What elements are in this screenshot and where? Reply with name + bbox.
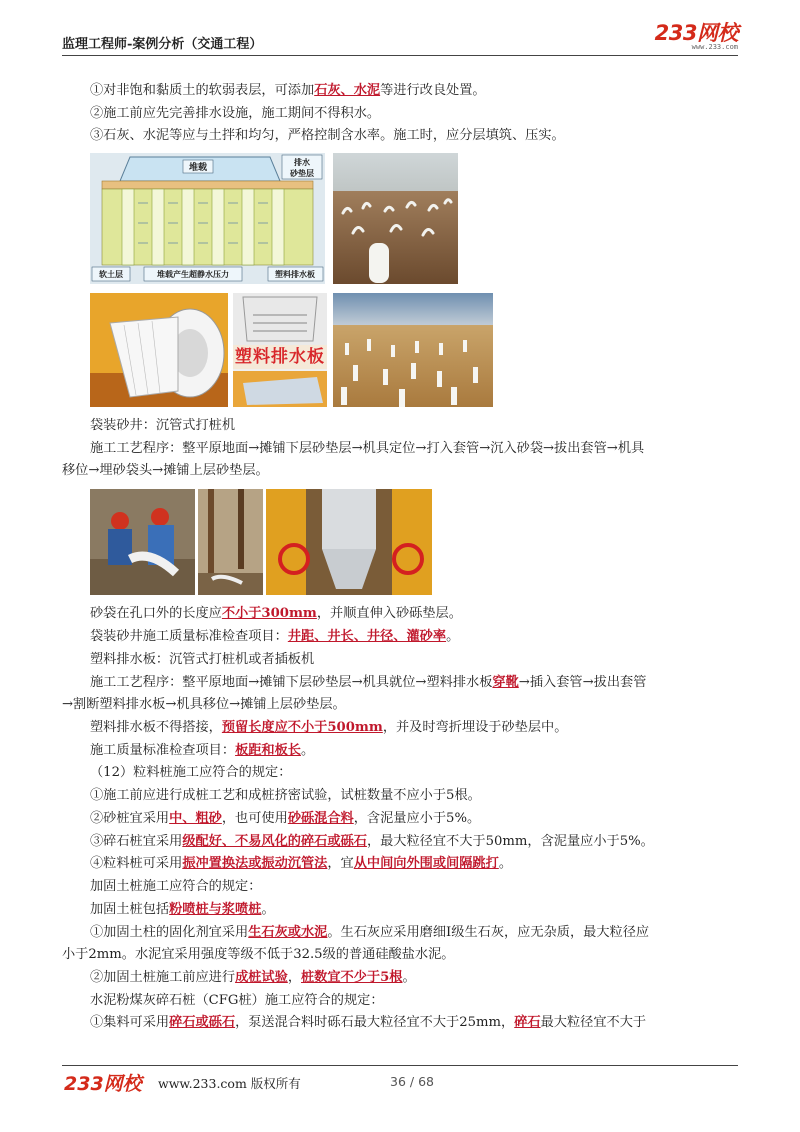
paragraph-line: 小于2mm。水泥宜采用强度等级不低于32.5级的普通硅酸盐水泥。 bbox=[62, 947, 455, 962]
paragraph-line: 移位→埋砂袋头→摊铺上层砂垫层。 bbox=[62, 463, 269, 478]
load-label: 堆载 bbox=[188, 163, 208, 173]
paragraph-line: 加固土桩施工应符合的规定： bbox=[90, 879, 262, 894]
highlight-text: 砂砾混合料 bbox=[287, 811, 354, 826]
highlight-text: 桩数宜不少于5根 bbox=[301, 970, 403, 985]
paragraph-line: 水泥粉煤灰碎石桩（CFG桩）施工应符合的规定： bbox=[90, 993, 384, 1008]
paragraph-line: 塑料排水板：沉管式打桩机或者插板机 bbox=[90, 652, 315, 667]
header-divider bbox=[62, 55, 738, 56]
paragraph-line: 施工工艺程序：整平原地面→摊铺下层砂垫层→机具定位→打入套管→沉入砂袋→拔出套管→机具 bbox=[90, 441, 645, 456]
highlight-text: 级配好、不易风化的碎石或砾石 bbox=[182, 834, 367, 849]
highlight-text: 石灰、水泥 bbox=[314, 83, 381, 98]
photo-caption: 塑料排水板 bbox=[235, 347, 325, 367]
highlight-text: 生石灰或水泥 bbox=[248, 925, 328, 940]
highlight-text: 成桩试验 bbox=[235, 970, 288, 985]
paragraph-line: ①集料可采用碎石或砾石，泵送混合料时砾石最大粒径宜不大于25mm，碎石最大粒径宜不大于 bbox=[90, 1015, 647, 1030]
paragraph-line: ②施工前应先完善排水设施，施工期间不得积水。 bbox=[90, 106, 381, 121]
highlight-text: 碎石 bbox=[514, 1015, 541, 1030]
paragraph-line: 砂袋在孔口外的长度应不小于300mm，并顺直伸入砂砾垫层。 bbox=[90, 606, 462, 621]
pressure-label: 堆载产生超静水压力 bbox=[157, 269, 229, 279]
drainage-cross-section-diagram bbox=[90, 153, 325, 284]
drain-label-1: 排水 bbox=[294, 157, 310, 167]
site-logo[interactable] bbox=[654, 22, 738, 52]
highlight-text: 井距、井长、井径、灌砂率 bbox=[287, 629, 447, 644]
highlight-text: 不小于300mm bbox=[221, 606, 317, 621]
paragraph-line: 施工工艺程序：整平原地面→摊铺下层砂垫层→机具就位→塑料排水板穿靴→插入套管→拔出套管 bbox=[90, 675, 647, 690]
site-field-photo bbox=[333, 293, 493, 407]
paragraph-line: ②加固土桩施工前应进行成桩试验，桩数宜不少于5根。 bbox=[90, 970, 416, 985]
workers-photo bbox=[90, 489, 195, 595]
casing-shoe-photo bbox=[266, 489, 432, 595]
highlight-text: 碎石或砾石 bbox=[169, 1015, 236, 1030]
paragraph-line: ③石灰、水泥等应与土拌和均匀，严格控制含水率。施工时，应分层填筑、压实。 bbox=[90, 128, 565, 143]
paragraph-line: ①施工前应进行成桩工艺和成桩挤密试验，试桩数量不应小于5根。 bbox=[90, 788, 481, 803]
highlight-text: 预留长度应不小于500mm bbox=[221, 720, 383, 735]
footer-divider bbox=[62, 1065, 738, 1066]
highlight-text: 从中间向外围或间隔跳打 bbox=[353, 856, 499, 871]
highlight-text: 板距和板长 bbox=[235, 743, 301, 758]
paragraph-line: ④粒料桩可采用振冲置换法或振动沉管法，宜从中间向外围或间隔跳打。 bbox=[90, 856, 512, 871]
logo-text: 233网校 bbox=[654, 21, 738, 45]
logo-url: www.233.com bbox=[691, 43, 738, 51]
plastic-drain-board-photo bbox=[233, 293, 327, 407]
plastic-board-label: 塑料排水板 bbox=[275, 269, 315, 279]
section-heading: （12）粒料桩施工应符合的规定： bbox=[90, 765, 292, 780]
drain-board-roll-photo bbox=[90, 293, 228, 407]
paragraph-line: 加固土桩包括粉喷桩与浆喷桩。 bbox=[90, 902, 275, 917]
paragraph-line: 施工质量标准检查项目：板距和板长。 bbox=[90, 743, 315, 758]
paragraph-line: ②砂桩宜采用中、粗砂，也可使用砂砾混合料，含泥量应小于5%。 bbox=[90, 811, 481, 826]
footer-logo[interactable]: 233网校 bbox=[64, 1073, 142, 1095]
page-number: 36 / 68 bbox=[390, 1074, 434, 1089]
paragraph-line: 袋装砂井：沉管式打桩机 bbox=[90, 418, 236, 433]
paragraph-line: ①加固土柱的固化剂宜采用生石灰或水泥。生石灰应采用磨细Ⅰ级生石灰，应无杂质，最大粒径应 bbox=[90, 925, 650, 940]
paragraph-line: →割断塑料排水板→机具移位→摊铺上层砂垫层。 bbox=[62, 697, 346, 712]
paragraph-line: 袋装砂井施工质量标准检查项目：井距、井长、井径、灌砂率。 bbox=[90, 629, 460, 644]
header-title: 监理工程师-案例分析（交通工程） bbox=[62, 37, 263, 52]
soft-soil-label: 软土层 bbox=[99, 269, 123, 279]
highlight-text: 振冲置换法或振动沉管法 bbox=[182, 856, 328, 871]
paragraph-line: ③碎石桩宜采用级配好、不易风化的碎石或砾石，最大粒径宜不大于50mm，含泥量应小于5%。 bbox=[90, 834, 654, 849]
highlight-text: 穿靴 bbox=[492, 675, 519, 690]
pile-driver-photo bbox=[198, 489, 263, 595]
field-drains-photo bbox=[333, 153, 458, 284]
paragraph-line: 塑料排水板不得搭接，预留长度应不小于500mm，并及时弯折埋设于砂垫层中。 bbox=[90, 720, 568, 735]
highlight-text: 中、粗砂 bbox=[169, 811, 222, 826]
drain-label-2: 砂垫层 bbox=[290, 168, 314, 178]
paragraph-line: ①对非饱和黏质土的软弱表层，可添加石灰、水泥等进行改良处置。 bbox=[90, 83, 486, 98]
footer-copyright: www.233.com 版权所有 bbox=[158, 1076, 301, 1091]
highlight-text: 粉喷桩与浆喷桩 bbox=[169, 902, 262, 917]
